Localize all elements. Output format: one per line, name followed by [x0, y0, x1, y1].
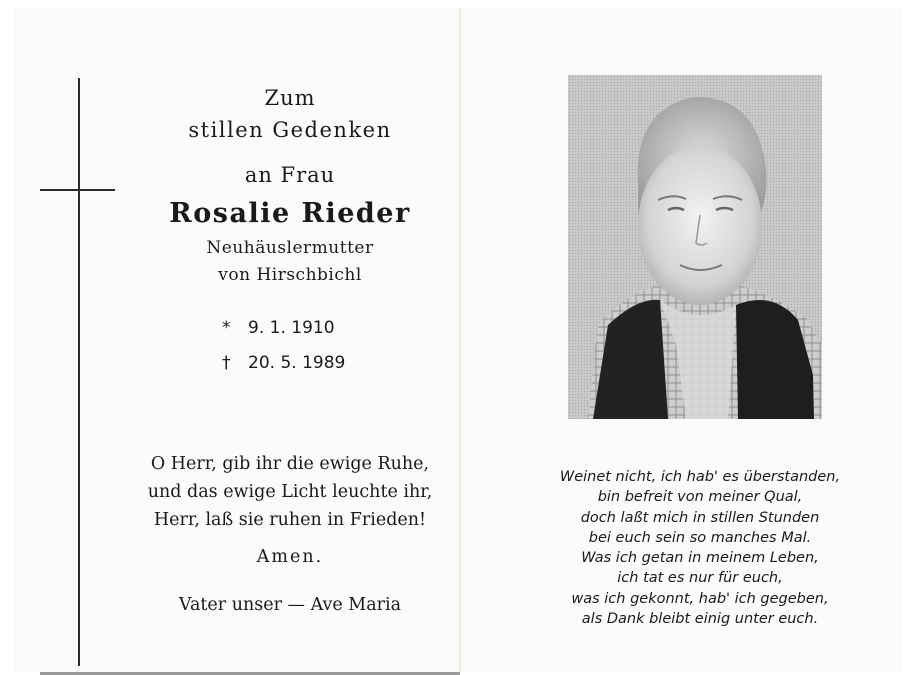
portrait-photo-icon — [568, 75, 822, 419]
prayer-line-2: und das ewige Licht leuchte ihr, — [147, 482, 433, 502]
poem-line: ich tat es nur für euch, — [617, 570, 783, 587]
birth-date: 9. 1. 1910 — [248, 318, 335, 338]
deceased-place: von Hirschbichl — [218, 265, 362, 285]
poem — [530, 467, 870, 629]
heading-line-2: stillen Gedenken — [188, 118, 392, 142]
cross-icon-horizontal — [40, 189, 115, 191]
death-date: 20. 5. 1989 — [248, 353, 346, 373]
prayer-amen: Amen. — [256, 547, 324, 567]
poem-line: bei euch sein so manches Mal. — [588, 529, 812, 546]
poem-line: Weinet nicht, ich hab' es überstanden, — [559, 469, 841, 485]
poem-line: was ich gekonnt, hab' ich gegeben, — [571, 590, 829, 607]
poem-line: bin befreit von meiner Qual, — [597, 489, 803, 506]
poem-line: doch laßt mich in stillen Stunden — [580, 509, 820, 526]
portrait-photo — [568, 75, 822, 419]
card-fold — [459, 8, 462, 672]
heading-line-3: an Frau — [244, 163, 336, 187]
poem-line: Was ich getan in meinem Leben, — [581, 550, 819, 567]
deceased-role: Neuhäuslermutter — [206, 238, 374, 258]
poem-line: als Dank bleibt einig unter euch. — [581, 611, 819, 628]
cross-icon-vertical — [78, 78, 80, 666]
death-date-row — [222, 353, 345, 373]
prayer-closing: Vater unser — Ave Maria — [178, 595, 402, 615]
prayer-line-3: Herr, laß sie ruhen in Frieden! — [153, 510, 427, 530]
birth-date-row — [222, 318, 335, 338]
death-symbol: † — [222, 353, 231, 373]
heading-line-1: Zum — [264, 86, 316, 110]
deceased-name: Rosalie Rieder — [169, 198, 411, 229]
prayer-line-1: O Herr, gib ihr die ewige Ruhe, — [150, 454, 430, 474]
birth-symbol: * — [222, 318, 231, 338]
